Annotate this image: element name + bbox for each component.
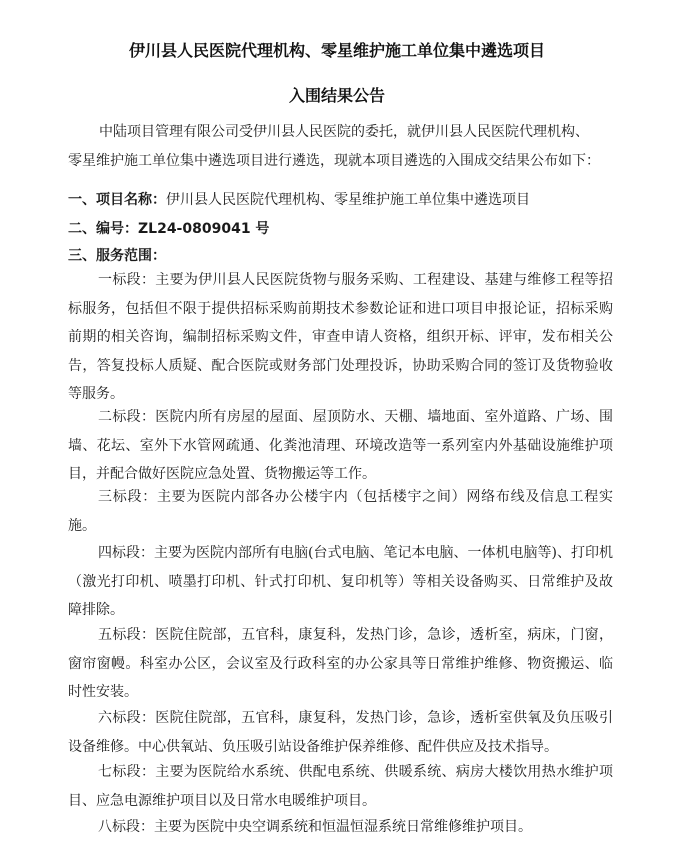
project-name-heading bbox=[68, 190, 530, 210]
number-value: ZL24-0809041 号 bbox=[138, 221, 270, 237]
intro-paragraph-line1: 中陆项目管理有限公司受伊川县人民医院的委托，就伊川县人民医院代理机构、 bbox=[99, 124, 589, 140]
scope-label: 三、服务范围： bbox=[68, 248, 166, 264]
lot-5-paragraph: 五标段：医院住院部，五官科，康复科，发热门诊，急诊，透析室，病床，门窗，窗帘窗幔。科室办公区，会议室及行政科室的办公家具等日常维护维修、物资搬运、临时性安装。 bbox=[68, 627, 613, 700]
lot-1-paragraph: 一标段：主要为伊川县人民医院货物与服务采购、工程建设、基建与维修工程等招标服务，包括但不限于提供招标采购前期技术参数论证和进口项目申报论证，招标采购前期的相关咨询，编制招标采购文件，审查申请人资格，组织开标、评审，发布相关公告，答复投标人质疑、配合医院或财务部门处理投诉，协助采购合同的签订及货物验收等服务。 bbox=[68, 272, 613, 402]
lot-4-paragraph: 四标段：主要为医院内部所有电脑(台式电脑、笔记本电脑、一体机电脑等)、打印机（激光打印机、喷墨打印机、针式打印机、复印机等）等相关设备购买、日常维护及故障排除。 bbox=[68, 545, 613, 618]
number-label: 二、编号： bbox=[68, 221, 138, 237]
lot-6-paragraph: 六标段：医院住院部，五官科，康复科，发热门诊，急诊，透析室供氧及负压吸引设备维修。中心供氧站、负压吸引站设备维护保养维修、配件供应及技术指导。 bbox=[68, 710, 613, 755]
lot-3-paragraph: 三标段：主要为医院内部各办公楼宇内（包括楼宇之间）网络布线及信息工程实施。 bbox=[68, 489, 613, 534]
intro-paragraph-line2: 零星维护施工单位集中遴选项目进行遴选，现就本项目遴选的入围成交结果公布如下： bbox=[68, 153, 600, 169]
lot-2-paragraph: 二标段：医院内所有房屋的屋面、屋顶防水、天棚、墙地面、室外道路、广场、围墙、花坛、室外下水管网疏通、化粪池清理、环境改造等一系列室内外基础设施维护项目，并配合做好医院应急处置、货物搬运等工作。 bbox=[68, 409, 613, 482]
document-subtitle: 入围结果公告 bbox=[288, 86, 385, 105]
number-heading bbox=[68, 219, 269, 239]
document-title: 伊川县人民医院代理机构、零星维护施工单位集中遴选项目 bbox=[128, 41, 545, 60]
project-name-value: 伊川县人民医院代理机构、零星维护施工单位集中遴选项目 bbox=[166, 192, 530, 208]
lot-7-paragraph: 七标段：主要为医院给水系统、供配电系统、供暖系统、病房大楼饮用热水维护项目、应急电源维护项目以及日常水电暖维护项目。 bbox=[68, 764, 613, 809]
project-name-label: 一、项目名称： bbox=[68, 192, 166, 208]
lot-8-paragraph: 八标段：主要为医院中央空调系统和恒温恒湿系统日常维修维护项目。 bbox=[98, 819, 532, 835]
scope-heading bbox=[68, 246, 166, 266]
